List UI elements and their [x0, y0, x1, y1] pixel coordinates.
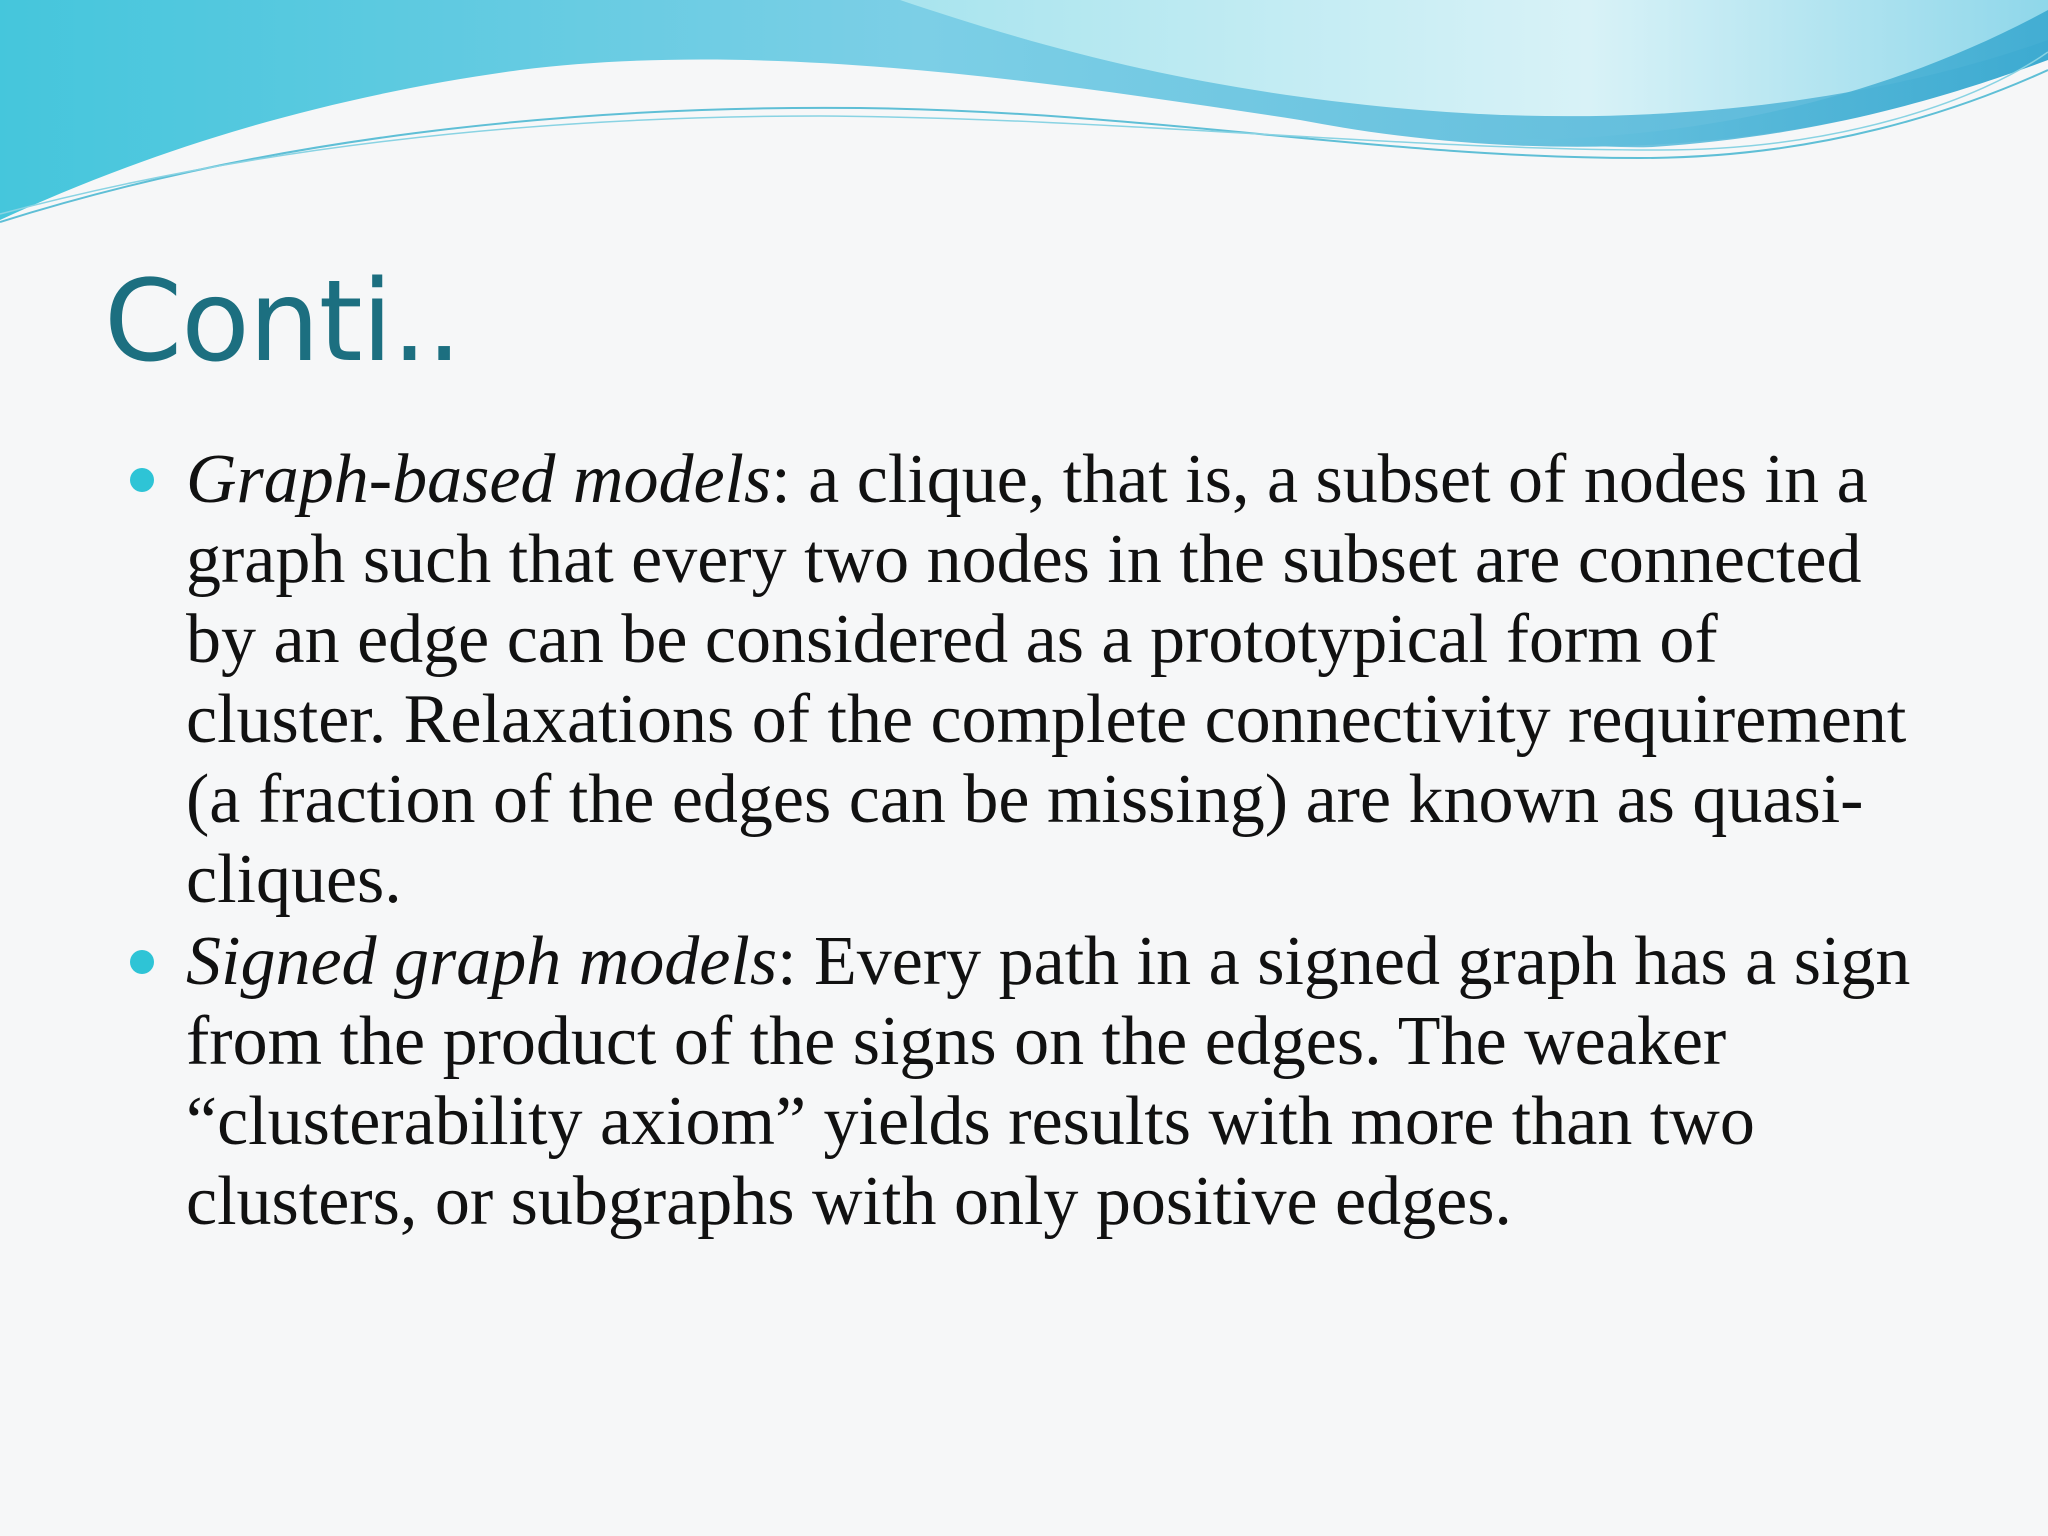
bullet-term: Graph-based models	[186, 441, 772, 518]
slide-title: Conti..	[104, 257, 461, 387]
bullet-item-signed-graph-models	[130, 922, 1930, 1242]
bullet-list	[130, 440, 1930, 1244]
bullet-dot-icon	[130, 468, 154, 492]
bullet-text: : a clique, that is, a subset of nodes in a graph such that every two nodes in the subset are connected by an edge can be considered as a prototypical form of cluster. Relaxations of the complete connectivity requirement (a fraction of the edges can be missing) are known as quasi-cliques.	[186, 441, 1907, 918]
bullet-term: Signed graph models	[186, 923, 778, 1000]
bullet-dot-icon	[130, 950, 154, 974]
wave-banner-decoration	[0, 0, 2048, 240]
bullet-item-graph-based-models	[130, 440, 1930, 920]
bullet-text: : Every path in a signed graph has a sign from the product of the signs on the edges. The weaker “clusterability axiom” yields results with more than two clusters, or subgraphs with only positive edges.	[186, 923, 1911, 1240]
